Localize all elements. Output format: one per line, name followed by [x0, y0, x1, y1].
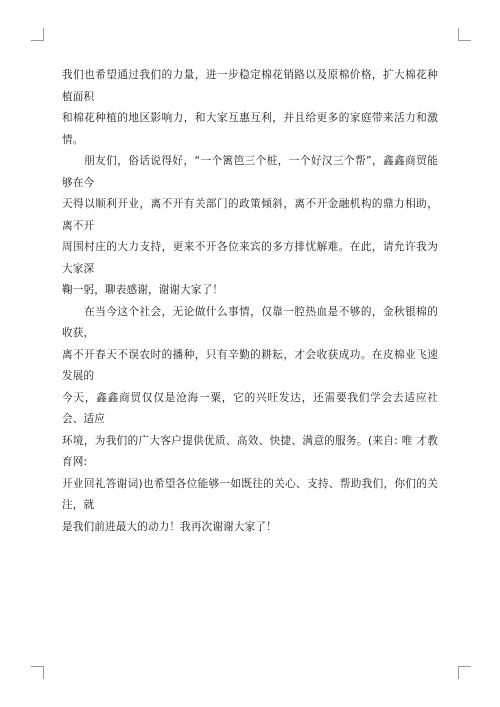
crop-mark-bottom-left	[31, 666, 44, 679]
paragraph-1: 我们也希望通过我们的力量，进一步稳定棉花销路以及原棉价格，扩大棉花种植面积 和棉花种植的地区影响力，和大家互惠互利，并且给更多的家庭带来活力和激情。	[62, 69, 438, 146]
document-body	[62, 65, 438, 538]
paragraph-2: 朋友们，俗话说得好，“一个篱笆三个桩，一个好汉三个帮”，鑫鑫商贸能够在今 天得以顺利开业，离不开有关部门的政策倾斜，离不开金融机构的鼎力相助，离不开 周围村庄的大力支持，更来不开各位来宾的多方排忧解难。在此，请允许我为大家深 鞠一躬，聊表感谢，谢谢大家了！	[62, 155, 438, 296]
crop-mark-top-left	[31, 28, 44, 41]
paragraph-3: 在当今这个社会，无论做什么事情，仅靠一腔热血是不够的，金秋银棉的收获， 离不开春天不误农时的播种，只有辛勤的耕耘，才会收获成功。在皮棉业飞速发展的 今天，鑫鑫商贸仅仅是沧海一粟，它的兴旺发达，还需要我们学会去适应社会、适应 环境，为我们的广大客户提供优质、高效、快捷、满意的服务。(来自: 唯 才教 育网: 开业回礼答谢词)也希望各位能够一如既往的关心、支持、帮助我们，你们的关注，就 是我们前进最大的动力！我再次谢谢大家了！	[62, 305, 438, 533]
crop-mark-top-right	[458, 28, 471, 41]
crop-mark-bottom-right	[458, 666, 471, 679]
